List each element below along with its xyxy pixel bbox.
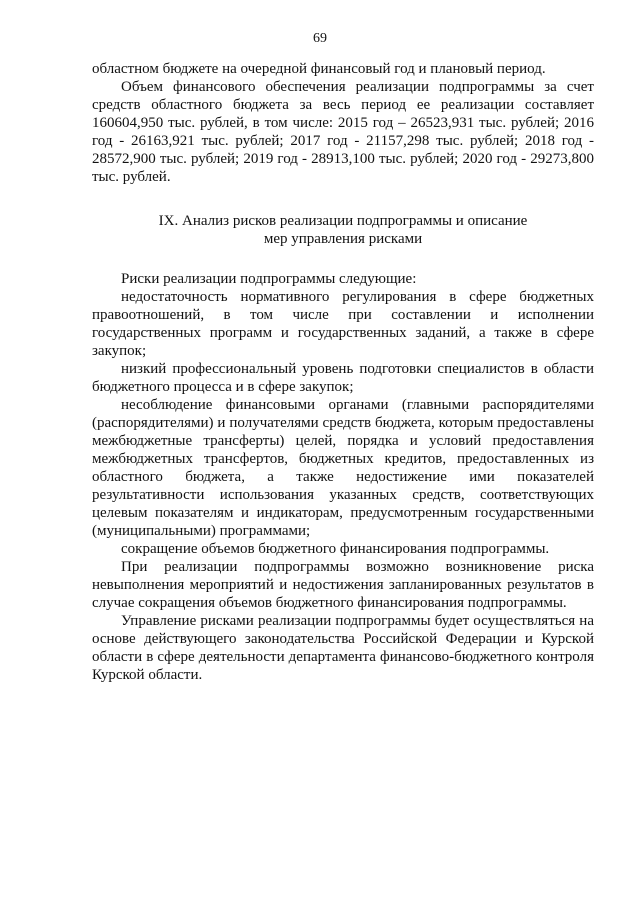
- document-body: [92, 60, 594, 684]
- paragraph-funding: Объем финансового обеспечения реализации подпрограммы за счет средств областного бюджета за весь период ее реализации составляет 160604,950 тыс. рублей, в том числе: 2015 год – 26523,931 тыс. рублей; 2016 год - 26163,921 тыс. рублей; 2017 год - 21157,298 тыс. рублей; 2018 год - 28572,900 тыс. рублей; 2019 год - 28913,100 тыс. рублей; 2020 год - 29273,800 тыс. рублей.: [92, 79, 594, 185]
- risk-item: сокращение объемов бюджетного финансирования подпрограммы.: [121, 541, 550, 557]
- paragraph-risk-management: Управление рисками реализации подпрограммы будет осуществляться на основе действующего законодательства Российской Федерации и Курской области в сфере деятельности департамента финансово-бюджетного контроля Курской области.: [92, 613, 594, 683]
- risk-item: низкий профессиональный уровень подготовки специалистов в области бюджетного процесса и в сфере закупок;: [92, 361, 594, 395]
- section-heading: [92, 212, 594, 248]
- risks-intro: Риски реализации подпрограммы следующие:: [121, 271, 417, 287]
- paragraph-risk-consequence: При реализации подпрограммы возможно возникновение риска невыполнения мероприятий и недостижения запланированных результатов в случае сокращения объемов бюджетного финансирования подпрограммы.: [92, 559, 594, 611]
- risk-item: несоблюдение финансовыми органами (главными распорядителями (распорядителями) и получателями средств бюджета, которым предоставлены межбюджетные трансферты) целей, порядка и условий предоставления межбюджетных трансфертов, бюджетных кредитов, предоставленных из областного бюджета, а также недостижение ими показателей результативности использования указанных средств, соответствующих целевым показателям и индикаторам, предусмотренным государственными (муниципальными) программами;: [92, 397, 594, 539]
- section-heading-line-2: мер управления рисками: [263, 231, 423, 247]
- risk-item: недостаточность нормативного регулирования в сфере бюджетных правоотношений, в том числе при составлении и исполнении государственных программ и государственных заданий, а также в сфере закупок;: [92, 289, 594, 359]
- page-number: 69: [313, 31, 327, 46]
- section-heading-line-1: IX. Анализ рисков реализации подпрограммы и описание: [158, 213, 528, 229]
- paragraph-continuation: областном бюджете на очередной финансовый год и плановый период.: [92, 61, 546, 77]
